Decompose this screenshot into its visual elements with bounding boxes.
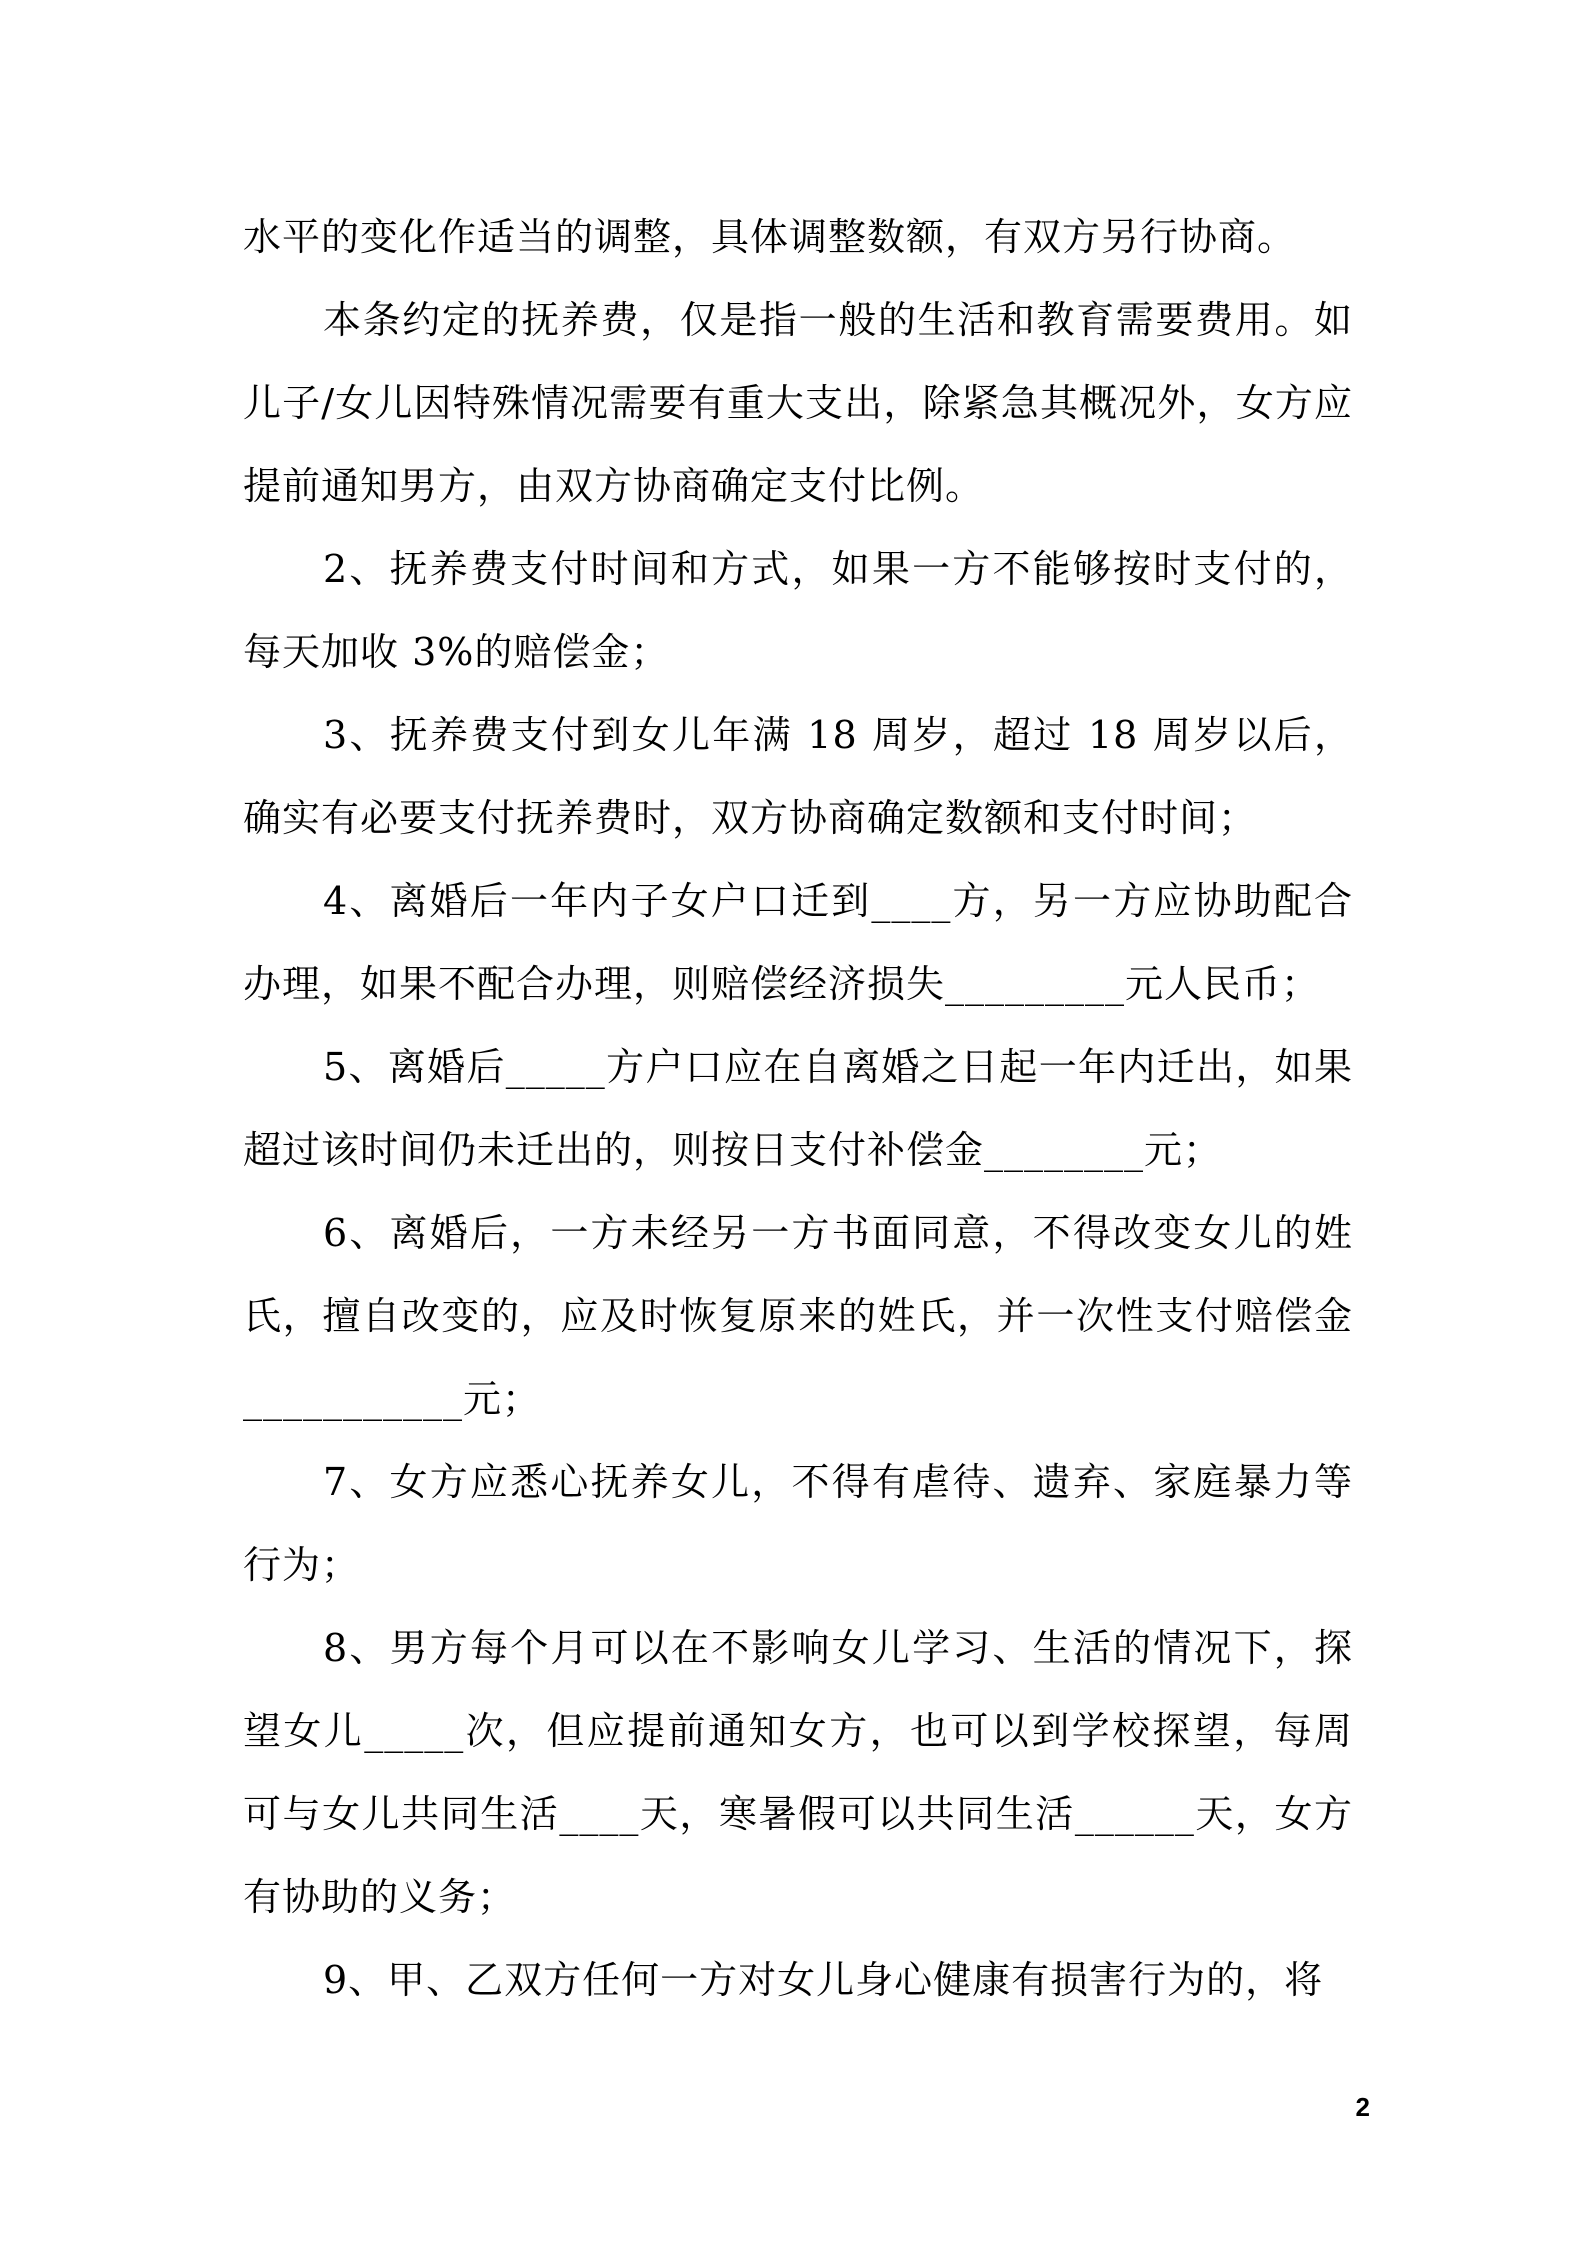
clause-9: 9、甲、乙双方任何一方对女儿身心健康有损害行为的，将 xyxy=(323,1958,1324,2002)
clause-8: 8、男方每个月可以在不影响女儿学习、生活的情况下，探望女儿_____次，但应提前通知女方，也可以到学校探望，每周可与女儿共同生活____天，寒暑假可以共同生活______天，女方有协助的义务； xyxy=(243,1626,1353,1919)
clause-4: 4、离婚后一年内子女户口迁到____方，另一方应协助配合办理，如果不配合办理，则赔偿经济损失_________元人民币； xyxy=(243,879,1353,1006)
clause-6: 6、离婚后，一方未经另一方书面同意，不得改变女儿的姓氏，擅自改变的，应及时恢复原来的姓氏，并一次性支付赔偿金___________元； xyxy=(243,1211,1353,1421)
clause-5: 5、离婚后_____方户口应在自离婚之日起一年内迁出，如果超过该时间仍未迁出的，则按日支付补偿金________元； xyxy=(243,1045,1353,1172)
clause-7: 7、女方应悉心抚养女儿，不得有虐待、遗弃、家庭暴力等行为； xyxy=(243,1460,1353,1587)
paragraph-continuation: 水平的变化作适当的调整，具体调整数额，有双方另行协商。 xyxy=(243,215,1297,259)
paragraph-support-fee-scope: 本条约定的抚养费，仅是指一般的生活和教育需要费用。如儿子/女儿因特殊情况需要有重大支出，除紧急其概况外，女方应提前通知男方，由双方协商确定支付比例。 xyxy=(243,298,1353,508)
clause-3: 3、抚养费支付到女儿年满 18 周岁，超过 18 周岁以后，确实有必要支付抚养费时，双方协商确定数额和支付时间； xyxy=(243,713,1353,840)
page-number: 2 xyxy=(1355,2092,1370,2122)
document-body xyxy=(243,196,1353,2022)
clause-2: 2、抚养费支付时间和方式，如果一方不能够按时支付的，每天加收 3%的赔偿金； xyxy=(243,547,1353,674)
